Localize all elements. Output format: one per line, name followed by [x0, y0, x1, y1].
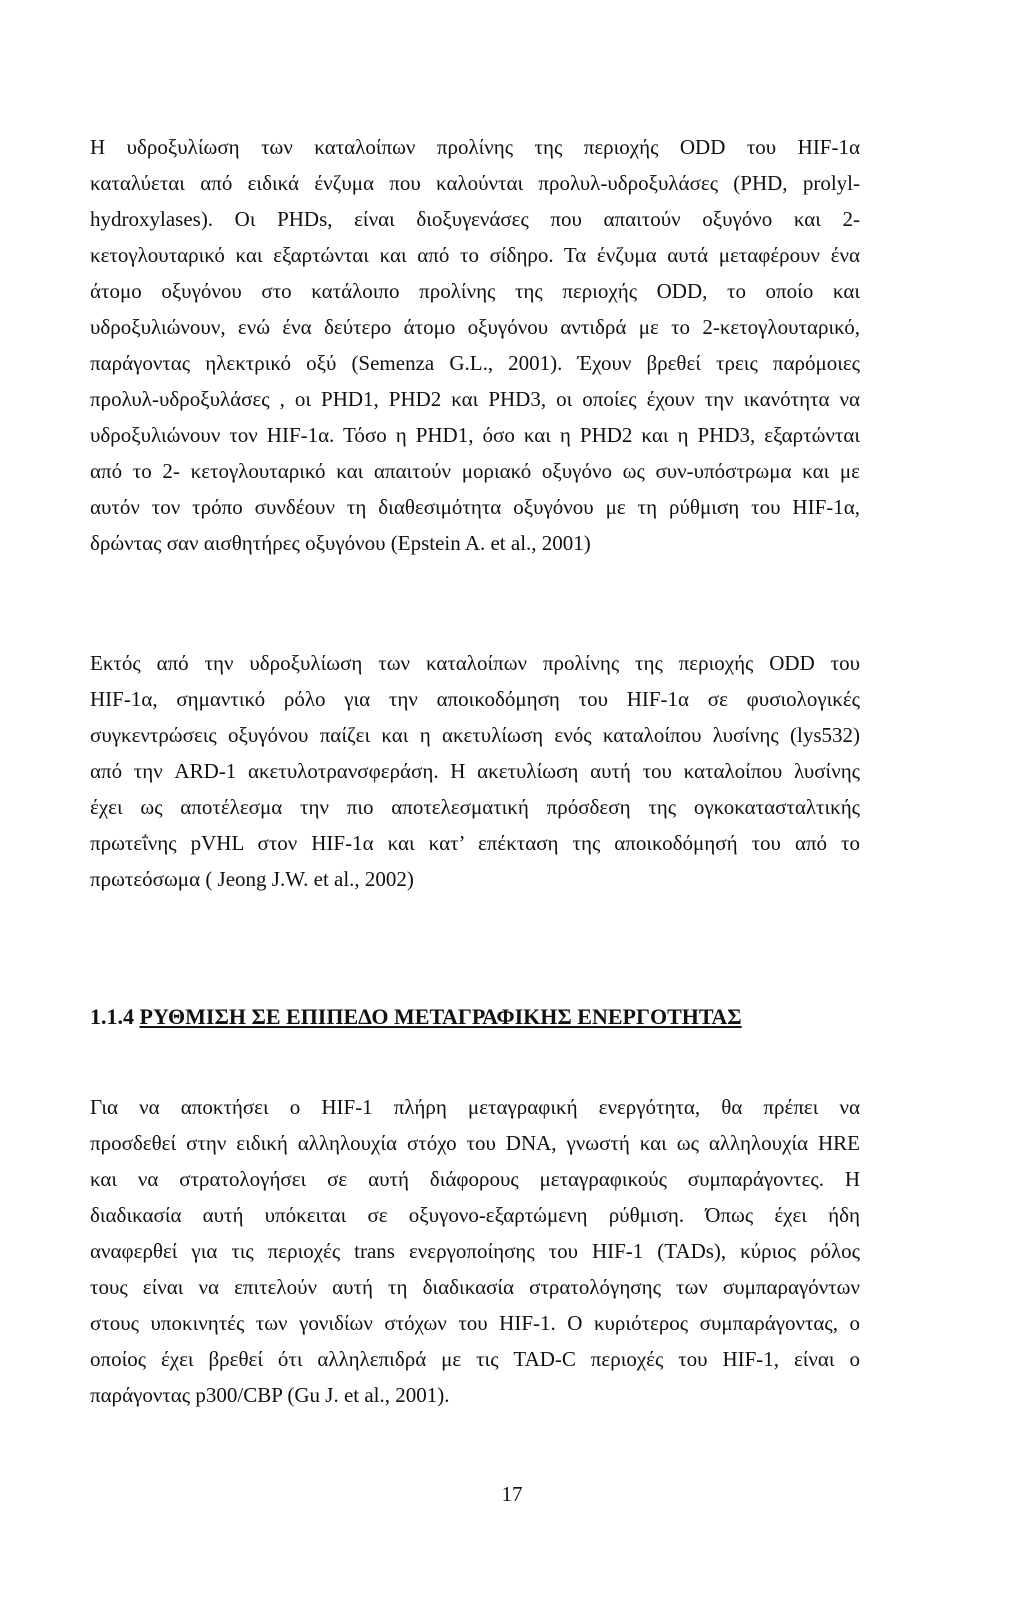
text-line: παράγοντας ηλεκτρικό οξύ (Semenza G.L., 2001). Έχουν βρεθεί τρεις παρόμοιες [90, 351, 860, 375]
text-line: hydroxylases). Οι PHDs, είναι διοξυγενάσες που απαιτούν οξυγόνο και 2- [90, 207, 860, 231]
paragraph-prolyl-hydroxylation [90, 129, 860, 561]
text-line: παράγοντας p300/CBP (Gu J. et al., 2001). [90, 1383, 450, 1407]
text-line: Εκτός από την υδροξυλίωση των καταλοίπων προλίνης της περιοχής ODD του [90, 651, 860, 675]
text-line: έχει ως αποτέλεσμα την πιο αποτελεσματική πρόσδεση της ογκοκατασταλτικής [90, 795, 860, 819]
section-heading [90, 1004, 742, 1030]
text-line: συγκεντρώσεις οξυγόνου παίζει και η ακετυλίωση ενός καταλοίπου λυσίνης (lys532) [90, 723, 860, 747]
text-line: οποίος έχει βρεθεί ότι αλληλεπιδρά με τις TAD-C περιοχές του HIF-1, είναι ο [90, 1347, 860, 1371]
text-line: καταλύεται από ειδικά ένζυμα που καλούνται προλυλ-υδροξυλάσες (PHD, prolyl- [90, 171, 860, 195]
text-line: πρωτεΐνης pVHL στον HIF-1α και κατ’ επέκταση της αποικοδόμησή του από το [90, 831, 860, 855]
text-line: δρώντας σαν αισθητήρες οξυγόνου (Epstein A. et al., 2001) [90, 531, 591, 555]
text-line: πρωτεόσωμα ( Jeong J.W. et al., 2002) [90, 867, 414, 891]
text-line: κετογλουταρικό και εξαρτώνται και από το σίδηρο. Τα ένζυμα αυτά μεταφέρουν ένα [90, 243, 860, 267]
section-number: 1.1.4 [90, 1004, 140, 1029]
paragraph-acetylation [90, 645, 860, 897]
text-line: HIF-1α, σημαντικό ρόλο για την αποικοδόμηση του HIF-1α σε φυσιολογικές [90, 687, 860, 711]
text-line: και να στρατολογήσει σε αυτή διάφορους μεταγραφικούς συμπαράγοντες. Η [90, 1167, 860, 1191]
text-line: προλυλ-υδροξυλάσες , οι PHD1, PHD2 και PHD3, οι οποίες έχουν την ικανότητα να [90, 387, 860, 411]
section-title: ΡΥΘΜΙΣΗ ΣΕ ΕΠΙΠΕΔΟ ΜΕΤΑΓΡΑΦΙΚΗΣ ΕΝΕΡΓΟΤΗΤΑΣ [139, 1004, 742, 1029]
text-line: τους είναι να επιτελούν αυτή τη διαδικασία στρατολόγησης των συμπαραγόντων [90, 1275, 860, 1299]
text-line: αυτόν τον τρόπο συνδέουν τη διαθεσιμότητα οξυγόνου με τη ρύθμιση του HIF-1α, [90, 495, 860, 519]
text-line: από την ARD-1 ακετυλοτρανσφεράση. Η ακετυλίωση αυτή του καταλοίπου λυσίνης [90, 759, 860, 783]
text-line: διαδικασία αυτή υπόκειται σε οξυγονο-εξαρτώμενη ρύθμιση. Όπως έχει ήδη [90, 1203, 860, 1227]
paragraph-transcription-activity [90, 1089, 860, 1413]
text-line: υδροξυλιώνουν, ενώ ένα δεύτερο άτομο οξυγόνου αντιδρά με το 2-κετογλουταρικό, [90, 315, 860, 339]
text-line: από το 2- κετογλουταρικό και απαιτούν μοριακό οξυγόνο ως συν-υπόστρωμα και με [90, 459, 860, 483]
text-line: Η υδροξυλίωση των καταλοίπων προλίνης της περιοχής ODD του HIF-1α [90, 135, 860, 159]
text-line: αναφερθεί για τις περιοχές trans ενεργοποίησης του HIF-1 (TADs), κύριος ρόλος [90, 1239, 860, 1263]
text-line: στους υποκινητές των γονιδίων στόχων του HIF-1. Ο κυριότερος συμπαράγοντας, ο [90, 1311, 860, 1335]
text-line: υδροξυλιώνουν τον HIF-1α. Τόσο η PHD1, όσο και η PHD2 και η PHD3, εξαρτώνται [90, 423, 860, 447]
page-number: 17 [501, 1482, 523, 1506]
text-line: προσδεθεί στην ειδική αλληλουχία στόχο του DNA, γνωστή και ως αλληλουχία HRE [90, 1131, 860, 1155]
text-line: Για να αποκτήσει ο HIF-1 πλήρη μεταγραφική ενεργότητα, θα πρέπει να [90, 1095, 860, 1119]
text-line: άτομο οξυγόνου στο κατάλοιπο προλίνης της περιοχής ODD, το οποίο και [90, 279, 860, 303]
